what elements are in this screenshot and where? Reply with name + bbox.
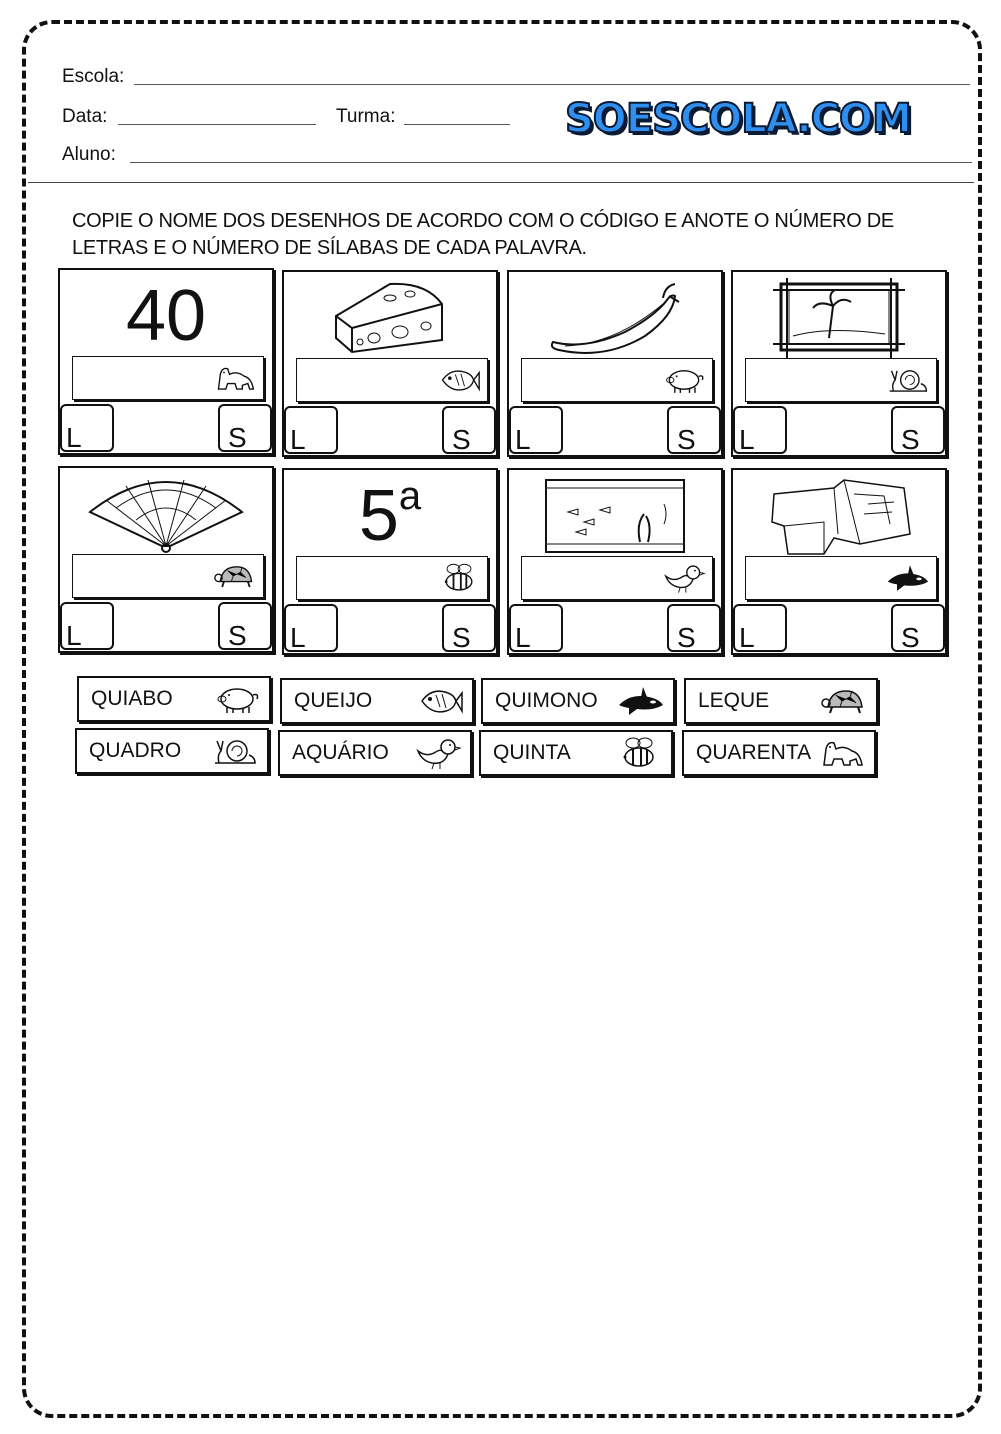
- answer-box[interactable]: [72, 554, 264, 598]
- fish-icon: [437, 363, 481, 397]
- bird-icon: [414, 735, 462, 771]
- escola-field[interactable]: [134, 84, 970, 85]
- pig-icon: [662, 363, 706, 397]
- syllables-label: S: [677, 622, 696, 653]
- word-card: [731, 468, 947, 655]
- code-key-item: [280, 678, 474, 724]
- escola-label: Escola:: [62, 66, 125, 87]
- code-key-word: QUINTA: [493, 741, 571, 764]
- letters-count-box[interactable]: [60, 602, 114, 650]
- header-divider: [28, 182, 974, 183]
- bee-icon: [615, 735, 663, 771]
- letters-count-box[interactable]: [733, 406, 787, 454]
- word-card: [58, 268, 274, 455]
- letters-count-box[interactable]: [284, 406, 338, 454]
- picture-frame-icon: [753, 276, 925, 360]
- okra-icon: [529, 276, 701, 360]
- syllables-count-box[interactable]: [218, 404, 272, 452]
- aluno-field[interactable]: [130, 162, 972, 163]
- snail-icon: [886, 363, 930, 397]
- pig-icon: [213, 681, 261, 717]
- word-card: [507, 270, 723, 457]
- syllables-label: S: [228, 422, 247, 453]
- code-key-word: QUARENTA: [696, 741, 812, 764]
- letters-count-box[interactable]: [509, 604, 563, 652]
- instructions: COPIE O NOME DOS DESENHOS DE ACORDO COM O CÓDIGO E ANOTE O NÚMERO DE LETRAS E O NÚMERO DE SÍLABAS DE CADA PALAVRA.: [72, 210, 894, 259]
- letters-label: L: [515, 424, 531, 455]
- card-picture: [529, 474, 701, 558]
- bee-icon: [437, 561, 481, 595]
- code-key-item: [77, 676, 271, 722]
- fish-icon: [416, 683, 464, 719]
- card-picture: [753, 474, 925, 558]
- card-picture: [753, 276, 925, 360]
- letters-label: L: [66, 620, 82, 651]
- code-key-item: [481, 678, 675, 724]
- card-picture: [529, 276, 701, 360]
- snail-icon: [211, 733, 259, 769]
- orca-icon: [617, 683, 665, 719]
- answer-box[interactable]: [296, 556, 488, 600]
- orca-icon: [886, 561, 930, 595]
- turma-field[interactable]: [404, 124, 510, 125]
- word-card: [282, 270, 498, 457]
- code-key-item: [278, 730, 472, 776]
- letters-label: L: [290, 424, 306, 455]
- answer-box[interactable]: [521, 556, 713, 600]
- data-label: Data:: [62, 106, 108, 127]
- letters-label: L: [290, 622, 306, 653]
- code-key-word: QUEIJO: [294, 689, 373, 712]
- syllables-count-box[interactable]: [667, 604, 721, 652]
- letters-count-box[interactable]: [284, 604, 338, 652]
- hand-fan-icon: [80, 472, 252, 556]
- card-picture: [304, 276, 476, 360]
- syllables-label: S: [901, 622, 920, 653]
- word-card: [731, 270, 947, 457]
- syllables-label: S: [452, 622, 471, 653]
- word-card: [58, 466, 274, 653]
- site-logo: SOESCOLA.COM: [565, 96, 911, 142]
- syllables-count-box[interactable]: [891, 406, 945, 454]
- letters-label: L: [66, 422, 82, 453]
- letters-count-box[interactable]: [60, 404, 114, 452]
- syllables-label: S: [228, 620, 247, 651]
- syllables-count-box[interactable]: [218, 602, 272, 650]
- letters-count-box[interactable]: [733, 604, 787, 652]
- bird-icon: [662, 561, 706, 595]
- code-key-word: AQUÁRIO: [292, 741, 389, 764]
- card-picture-number: 5$^a$: [358, 474, 422, 556]
- answer-box[interactable]: [72, 356, 264, 400]
- turtle-icon: [820, 683, 868, 719]
- code-key-item: [75, 728, 269, 774]
- letters-count-box[interactable]: [509, 406, 563, 454]
- letters-label: L: [515, 622, 531, 653]
- syllables-count-box[interactable]: [667, 406, 721, 454]
- bear-icon: [213, 361, 257, 395]
- code-key-item: [684, 678, 878, 724]
- code-key-word: QUIMONO: [495, 689, 598, 712]
- turtle-icon: [213, 559, 257, 593]
- bear-icon: [818, 735, 866, 771]
- card-picture: [80, 274, 252, 358]
- word-card: [282, 468, 498, 655]
- code-key-item: [479, 730, 673, 776]
- syllables-count-box[interactable]: [442, 406, 496, 454]
- answer-box[interactable]: [745, 358, 937, 402]
- data-field[interactable]: [118, 124, 316, 125]
- letters-label: L: [739, 622, 755, 653]
- answer-box[interactable]: [745, 556, 937, 600]
- code-key-item: [682, 730, 876, 776]
- card-picture: [304, 474, 476, 558]
- answer-box[interactable]: [521, 358, 713, 402]
- syllables-label: S: [901, 424, 920, 455]
- card-picture-number: 40: [125, 276, 207, 356]
- syllables-label: S: [452, 424, 471, 455]
- aluno-label: Aluno:: [62, 144, 116, 165]
- turma-label: Turma:: [336, 106, 396, 127]
- answer-box[interactable]: [296, 358, 488, 402]
- letters-label: L: [739, 424, 755, 455]
- card-picture: [80, 472, 252, 556]
- cheese-icon: [304, 276, 476, 360]
- syllables-label: S: [677, 424, 696, 455]
- code-key-word: LEQUE: [698, 689, 770, 712]
- syllables-count-box[interactable]: [442, 604, 496, 652]
- aquarium-icon: [529, 474, 701, 558]
- code-key-word: QUADRO: [89, 739, 182, 762]
- kimono-icon: [753, 474, 925, 558]
- code-key-word: QUIABO: [91, 687, 173, 710]
- syllables-count-box[interactable]: [891, 604, 945, 652]
- word-card: [507, 468, 723, 655]
